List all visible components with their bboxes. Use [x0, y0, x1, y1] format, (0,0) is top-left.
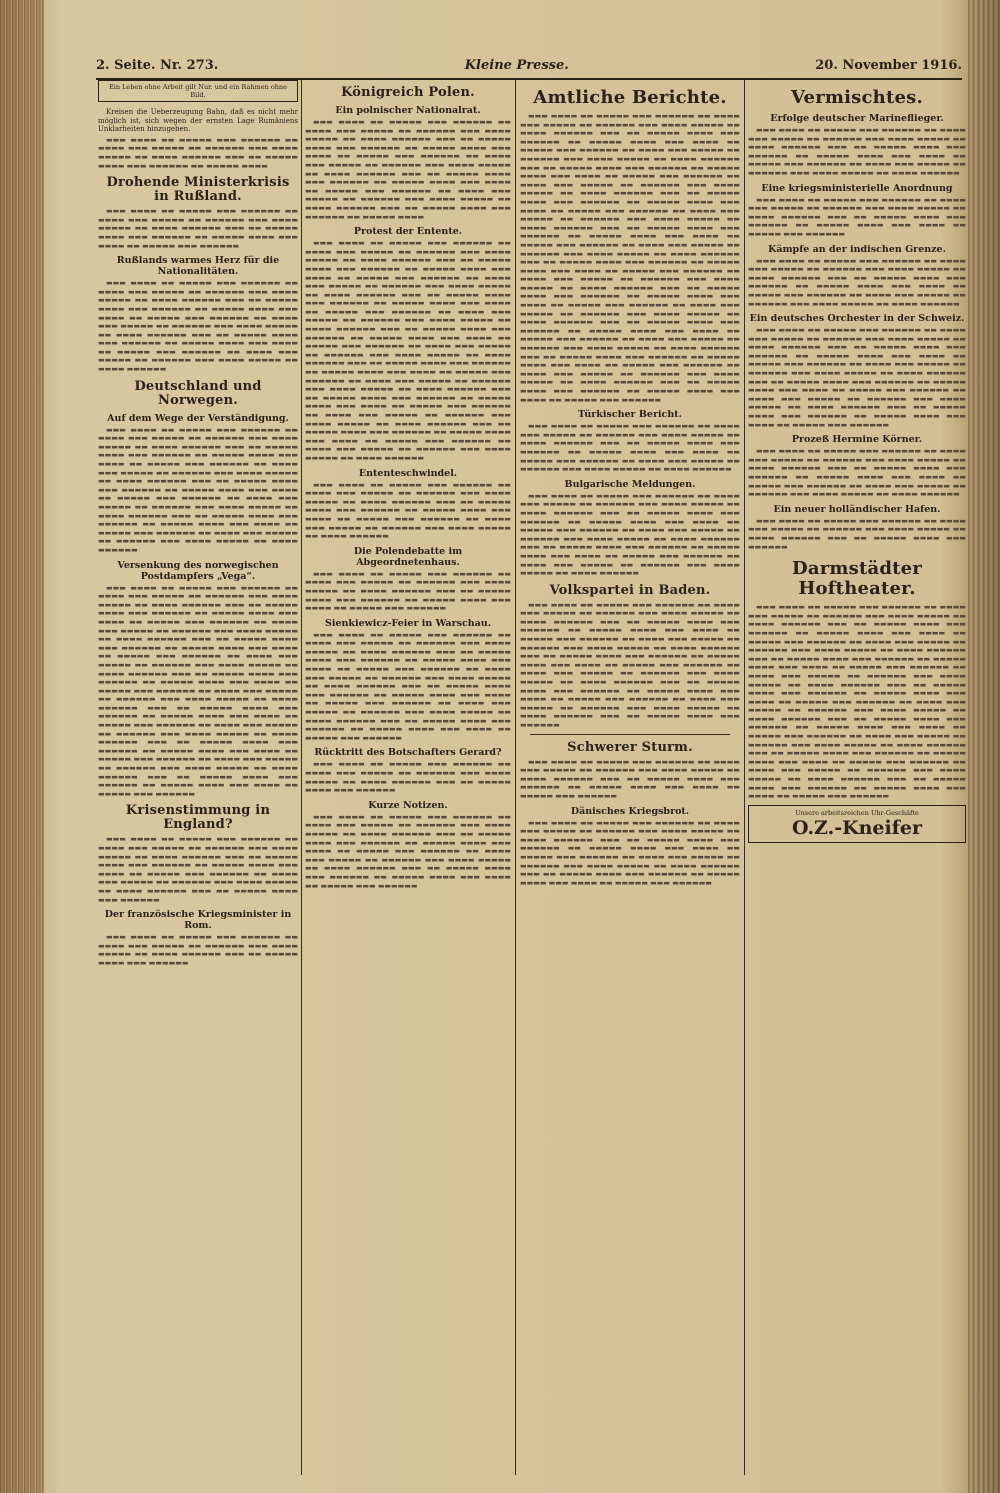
- headline: Vermischtes.: [791, 87, 923, 108]
- column-2: [305, 80, 511, 1480]
- article-text: ▬▬▬ ▬▬▬▬ ▬▬ ▬▬▬▬▬ ▬▬▬ ▬▬▬▬▬▬ ▬▬ ▬▬▬▬ ▬▬▬ ▬▬▬▬▬ ▬▬ ▬▬▬▬▬▬ ▬▬▬ ▬▬▬▬ ▬▬▬▬▬ ▬▬ ▬▬▬▬ ▬▬▬▬▬▬ ▬▬▬ ▬▬ ▬▬▬▬▬ ▬▬▬▬ ▬▬▬ ▬▬▬▬▬▬ ▬▬ ▬▬▬▬▬ ▬▬▬▬ ▬▬▬ ▬▬▬▬ ▬▬ ▬▬▬▬▬ ▬▬▬ ▬▬▬▬▬▬ ▬▬ ▬▬▬▬ ▬▬▬ ▬▬▬▬▬ ▬▬ ▬▬▬▬▬▬ ▬▬▬ ▬▬▬▬ ▬▬▬▬▬ ▬▬ ▬▬▬▬ ▬▬▬▬▬▬ ▬▬▬ ▬▬ ▬▬▬▬▬ ▬▬▬▬ ▬▬▬ ▬▬▬▬▬▬ ▬▬ ▬▬▬▬▬ ▬▬▬▬ ▬▬▬ ▬▬▬▬ ▬▬ ▬▬▬▬▬ ▬▬▬ ▬▬▬▬▬▬ ▬▬ ▬▬▬▬ ▬▬▬ ▬▬▬▬▬ ▬▬ ▬▬▬▬▬▬ ▬▬▬ ▬▬▬▬ ▬▬▬▬▬ ▬▬ ▬▬▬▬ ▬▬▬▬▬▬ ▬▬▬ ▬▬ ▬▬▬▬▬ ▬▬▬▬ ▬▬▬ ▬▬▬▬▬▬ ▬▬ ▬▬▬▬▬ ▬▬▬▬ ▬▬▬ ▬▬▬▬ ▬▬ ▬▬▬▬▬ ▬▬▬ ▬▬▬▬▬▬ ▬▬ ▬▬▬▬ ▬▬▬ ▬▬▬▬▬ ▬▬ ▬▬▬▬▬▬ ▬▬▬ ▬▬▬▬ ▬▬▬▬▬ ▬▬ ▬▬▬▬ ▬▬▬▬▬▬ ▬▬▬ ▬▬ ▬▬▬▬▬ ▬▬▬▬ ▬▬▬ ▬▬▬▬▬▬ ▬▬ ▬▬▬▬▬ ▬▬▬▬ ▬▬▬ ▬▬▬▬ ▬▬ ▬▬▬▬▬ ▬▬▬ ▬▬▬▬▬▬ ▬▬ ▬▬▬▬ ▬▬▬ ▬▬▬▬▬ ▬▬ ▬▬▬▬▬▬ ▬▬▬ ▬▬▬▬ ▬▬▬▬▬ ▬▬ ▬▬▬▬ ▬▬▬▬▬▬ ▬▬▬ ▬▬ ▬▬▬▬▬ ▬▬▬▬ ▬▬▬ ▬▬▬▬▬▬ ▬▬ ▬▬▬▬▬ ▬▬▬▬ ▬▬▬ ▬▬▬▬ ▬▬ ▬▬▬▬▬ ▬▬▬ ▬▬▬▬▬▬ ▬▬ ▬▬▬▬ ▬▬▬ ▬▬▬▬▬ ▬▬ ▬▬▬▬▬▬ ▬▬▬ ▬▬▬▬ ▬▬▬▬▬ ▬▬ ▬▬▬▬ ▬▬▬▬▬▬ ▬▬▬ ▬▬ ▬▬▬▬▬ ▬▬▬▬ ▬▬▬ ▬▬▬▬▬▬ ▬▬ ▬▬▬▬▬ ▬▬▬▬ ▬▬▬ ▬▬▬▬ ▬▬ ▬▬▬▬▬ ▬▬▬ ▬▬▬▬▬▬: [748, 603, 966, 801]
- headline: Versenkung des norwegischen Postdampfers „Vega“.: [117, 559, 279, 582]
- headline: Der französische Kriegsminister in Rom.: [104, 909, 292, 932]
- column-3: [520, 80, 740, 1480]
- advertisement: [748, 805, 966, 843]
- article-text: ▬▬▬ ▬▬▬▬ ▬▬ ▬▬▬▬▬ ▬▬▬ ▬▬▬▬▬▬ ▬▬ ▬▬▬▬ ▬▬▬ ▬▬▬▬▬ ▬▬ ▬▬▬▬▬▬ ▬▬▬ ▬▬▬▬ ▬▬▬▬▬ ▬▬ ▬▬▬▬ ▬▬▬▬▬▬ ▬▬▬ ▬▬ ▬▬▬▬▬ ▬▬▬▬ ▬▬▬ ▬▬▬▬▬▬ ▬▬ ▬▬▬▬▬ ▬▬▬▬ ▬▬▬ ▬▬▬▬ ▬▬ ▬▬▬▬▬ ▬▬▬ ▬▬▬▬▬▬: [748, 195, 966, 238]
- article-text: ▬▬▬ ▬▬▬▬ ▬▬ ▬▬▬▬▬ ▬▬▬ ▬▬▬▬▬▬ ▬▬ ▬▬▬▬ ▬▬▬ ▬▬▬▬▬ ▬▬ ▬▬▬▬▬▬ ▬▬▬ ▬▬▬▬ ▬▬▬▬▬ ▬▬ ▬▬▬▬ ▬▬▬▬▬▬ ▬▬▬ ▬▬ ▬▬▬▬▬ ▬▬▬▬ ▬▬▬ ▬▬▬▬▬▬ ▬▬ ▬▬▬▬▬ ▬▬▬▬ ▬▬▬ ▬▬▬▬ ▬▬ ▬▬▬▬▬ ▬▬▬ ▬▬▬▬▬▬ ▬▬ ▬▬▬▬ ▬▬▬ ▬▬▬▬▬ ▬▬ ▬▬▬▬▬▬ ▬▬▬ ▬▬▬▬ ▬▬▬▬▬ ▬▬ ▬▬▬▬ ▬▬▬▬▬▬: [520, 422, 740, 474]
- article-text: ▬▬▬ ▬▬▬▬ ▬▬ ▬▬▬▬▬ ▬▬▬ ▬▬▬▬▬▬ ▬▬ ▬▬▬▬ ▬▬▬ ▬▬▬▬▬ ▬▬ ▬▬▬▬▬▬ ▬▬▬ ▬▬▬▬ ▬▬▬▬▬ ▬▬ ▬▬▬▬ ▬▬▬▬▬▬ ▬▬▬ ▬▬ ▬▬▬▬▬ ▬▬▬▬ ▬▬▬ ▬▬▬▬▬▬ ▬▬ ▬▬▬▬▬ ▬▬▬▬ ▬▬▬ ▬▬▬▬ ▬▬ ▬▬▬▬▬ ▬▬▬ ▬▬▬▬▬▬ ▬▬ ▬▬▬▬ ▬▬▬ ▬▬▬▬▬ ▬▬ ▬▬▬▬▬▬ ▬▬▬ ▬▬▬▬ ▬▬▬▬▬ ▬▬ ▬▬▬▬ ▬▬▬▬▬▬ ▬▬▬ ▬▬ ▬▬▬▬▬ ▬▬▬▬ ▬▬▬ ▬▬▬▬▬▬ ▬▬ ▬▬▬▬▬ ▬▬▬▬ ▬▬▬ ▬▬▬▬ ▬▬ ▬▬▬▬▬ ▬▬▬ ▬▬▬▬▬▬ ▬▬ ▬▬▬▬ ▬▬▬ ▬▬▬▬▬ ▬▬ ▬▬▬▬▬▬ ▬▬▬ ▬▬▬▬ ▬▬▬▬▬ ▬▬ ▬▬▬▬ ▬▬▬▬▬▬: [520, 491, 740, 578]
- article-text: ▬▬▬ ▬▬▬▬ ▬▬ ▬▬▬▬▬ ▬▬▬ ▬▬▬▬▬▬ ▬▬ ▬▬▬▬ ▬▬▬ ▬▬▬▬▬ ▬▬ ▬▬▬▬▬▬ ▬▬▬ ▬▬▬▬ ▬▬▬▬▬ ▬▬ ▬▬▬▬ ▬▬▬▬▬▬ ▬▬▬ ▬▬ ▬▬▬▬▬ ▬▬▬▬ ▬▬▬ ▬▬▬▬▬▬ ▬▬ ▬▬▬▬▬ ▬▬▬▬ ▬▬▬ ▬▬▬▬ ▬▬ ▬▬▬▬▬ ▬▬▬ ▬▬▬▬▬▬ ▬▬ ▬▬▬▬ ▬▬▬ ▬▬▬▬▬ ▬▬ ▬▬▬▬▬▬ ▬▬▬ ▬▬▬▬ ▬▬▬▬▬ ▬▬ ▬▬▬▬ ▬▬▬▬▬▬ ▬▬▬ ▬▬ ▬▬▬▬▬ ▬▬▬▬ ▬▬▬ ▬▬▬▬▬▬ ▬▬ ▬▬▬▬▬ ▬▬▬▬ ▬▬▬ ▬▬▬▬ ▬▬ ▬▬▬▬▬ ▬▬▬ ▬▬▬▬▬▬ ▬▬ ▬▬▬▬ ▬▬▬ ▬▬▬▬▬ ▬▬ ▬▬▬▬▬▬ ▬▬▬ ▬▬▬▬ ▬▬▬▬▬ ▬▬ ▬▬▬▬ ▬▬▬▬▬▬ ▬▬▬ ▬▬ ▬▬▬▬▬ ▬▬▬▬ ▬▬▬ ▬▬▬▬▬▬ ▬▬ ▬▬▬▬▬ ▬▬▬▬ ▬▬▬ ▬▬▬▬ ▬▬ ▬▬▬▬▬ ▬▬▬ ▬▬▬▬▬▬ ▬▬ ▬▬▬▬ ▬▬▬ ▬▬▬▬▬ ▬▬ ▬▬▬▬▬▬ ▬▬▬ ▬▬▬▬ ▬▬▬▬▬ ▬▬ ▬▬▬▬ ▬▬▬▬▬▬ ▬▬▬ ▬▬ ▬▬▬▬▬ ▬▬▬▬ ▬▬▬ ▬▬▬▬▬▬: [520, 600, 740, 729]
- article-text: ▬▬▬ ▬▬▬▬ ▬▬ ▬▬▬▬▬ ▬▬▬ ▬▬▬▬▬▬ ▬▬ ▬▬▬▬ ▬▬▬ ▬▬▬▬▬ ▬▬ ▬▬▬▬▬▬ ▬▬▬ ▬▬▬▬ ▬▬▬▬▬ ▬▬ ▬▬▬▬ ▬▬▬▬▬▬ ▬▬▬ ▬▬ ▬▬▬▬▬ ▬▬▬▬ ▬▬▬ ▬▬▬▬▬▬: [748, 516, 966, 551]
- ad-title: O.Z.-Kneifer: [792, 816, 922, 839]
- headline: Darmstädter Hoftheater.: [792, 558, 922, 600]
- article-text: ▬▬▬ ▬▬▬▬ ▬▬ ▬▬▬▬▬ ▬▬▬ ▬▬▬▬▬▬ ▬▬ ▬▬▬▬ ▬▬▬ ▬▬▬▬▬ ▬▬ ▬▬▬▬▬▬ ▬▬▬ ▬▬▬▬ ▬▬▬▬▬ ▬▬ ▬▬▬▬ ▬▬▬▬▬▬ ▬▬▬ ▬▬ ▬▬▬▬▬ ▬▬▬▬ ▬▬▬ ▬▬▬▬▬▬ ▬▬ ▬▬▬▬▬ ▬▬▬▬ ▬▬▬ ▬▬▬▬ ▬▬ ▬▬▬▬▬ ▬▬▬ ▬▬▬▬▬▬ ▬▬ ▬▬▬▬ ▬▬▬ ▬▬▬▬▬ ▬▬ ▬▬▬▬▬▬ ▬▬▬ ▬▬▬▬ ▬▬▬▬▬ ▬▬ ▬▬▬▬ ▬▬▬▬▬▬: [305, 480, 511, 541]
- article-text: ▬▬▬ ▬▬▬▬ ▬▬ ▬▬▬▬▬ ▬▬▬ ▬▬▬▬▬▬ ▬▬ ▬▬▬▬ ▬▬▬ ▬▬▬▬▬ ▬▬ ▬▬▬▬▬▬ ▬▬▬ ▬▬▬▬ ▬▬▬▬▬ ▬▬ ▬▬▬▬ ▬▬▬▬▬▬ ▬▬▬ ▬▬ ▬▬▬▬▬ ▬▬▬▬ ▬▬▬ ▬▬▬▬▬▬ ▬▬ ▬▬▬▬▬ ▬▬▬▬ ▬▬▬ ▬▬▬▬ ▬▬ ▬▬▬▬▬ ▬▬▬ ▬▬▬▬▬▬ ▬▬ ▬▬▬▬ ▬▬▬ ▬▬▬▬▬ ▬▬ ▬▬▬▬▬▬ ▬▬▬ ▬▬▬▬ ▬▬▬▬▬ ▬▬ ▬▬▬▬ ▬▬▬▬▬▬: [748, 447, 966, 499]
- article-text: ▬▬▬ ▬▬▬▬ ▬▬ ▬▬▬▬▬ ▬▬▬ ▬▬▬▬▬▬ ▬▬ ▬▬▬▬ ▬▬▬ ▬▬▬▬▬ ▬▬ ▬▬▬▬▬▬ ▬▬▬ ▬▬▬▬ ▬▬▬▬▬ ▬▬ ▬▬▬▬ ▬▬▬▬▬▬ ▬▬▬ ▬▬ ▬▬▬▬▬ ▬▬▬▬ ▬▬▬ ▬▬▬▬▬▬ ▬▬ ▬▬▬▬▬ ▬▬▬▬ ▬▬▬ ▬▬▬▬ ▬▬ ▬▬▬▬▬ ▬▬▬ ▬▬▬▬▬▬ ▬▬ ▬▬▬▬ ▬▬▬ ▬▬▬▬▬ ▬▬ ▬▬▬▬▬▬ ▬▬▬ ▬▬▬▬ ▬▬▬▬▬ ▬▬ ▬▬▬▬ ▬▬▬▬▬▬ ▬▬▬ ▬▬ ▬▬▬▬▬ ▬▬▬▬ ▬▬▬ ▬▬▬▬▬▬ ▬▬ ▬▬▬▬▬ ▬▬▬▬ ▬▬▬ ▬▬▬▬ ▬▬ ▬▬▬▬▬ ▬▬▬ ▬▬▬▬▬▬ ▬▬ ▬▬▬▬ ▬▬▬ ▬▬▬▬▬ ▬▬ ▬▬▬▬▬▬ ▬▬▬ ▬▬▬▬ ▬▬▬▬▬ ▬▬ ▬▬▬▬ ▬▬▬▬▬▬ ▬▬▬ ▬▬ ▬▬▬▬▬ ▬▬▬▬ ▬▬▬ ▬▬▬▬▬▬ ▬▬ ▬▬▬▬▬ ▬▬▬▬: [305, 118, 511, 221]
- headline: Ein deutsches Orchester in der Schweiz.: [749, 313, 965, 325]
- lead-paragraph: Kreisen die Ueberzeugung Bahn, daß es nicht mehr möglich ist, sich wegen der ernsten Lage Rumäniens Unklarheiten hinzugeben.: [98, 108, 298, 134]
- article-text: ▬▬▬ ▬▬▬▬ ▬▬ ▬▬▬▬▬ ▬▬▬ ▬▬▬▬▬▬ ▬▬ ▬▬▬▬ ▬▬▬ ▬▬▬▬▬ ▬▬ ▬▬▬▬▬▬ ▬▬▬ ▬▬▬▬ ▬▬▬▬▬ ▬▬ ▬▬▬▬ ▬▬▬▬▬▬ ▬▬▬ ▬▬ ▬▬▬▬▬ ▬▬▬▬ ▬▬▬ ▬▬▬▬▬▬ ▬▬ ▬▬▬▬▬ ▬▬▬▬ ▬▬▬ ▬▬▬▬ ▬▬ ▬▬▬▬▬ ▬▬▬ ▬▬▬▬▬▬ ▬▬ ▬▬▬▬ ▬▬▬ ▬▬▬▬▬ ▬▬ ▬▬▬▬▬▬ ▬▬▬ ▬▬▬▬ ▬▬▬▬▬ ▬▬ ▬▬▬▬ ▬▬▬▬▬▬ ▬▬▬ ▬▬ ▬▬▬▬▬ ▬▬▬▬ ▬▬▬ ▬▬▬▬▬▬ ▬▬ ▬▬▬▬▬ ▬▬▬▬ ▬▬▬ ▬▬▬▬ ▬▬ ▬▬▬▬▬ ▬▬▬ ▬▬▬▬▬▬ ▬▬ ▬▬▬▬ ▬▬▬ ▬▬▬▬▬ ▬▬ ▬▬▬▬▬▬ ▬▬▬ ▬▬▬▬ ▬▬▬▬▬ ▬▬ ▬▬▬▬ ▬▬▬▬▬▬ ▬▬▬ ▬▬ ▬▬▬▬▬ ▬▬▬▬ ▬▬▬ ▬▬▬▬▬▬ ▬▬ ▬▬▬▬▬ ▬▬▬▬ ▬▬▬ ▬▬▬▬ ▬▬ ▬▬▬▬▬ ▬▬▬ ▬▬▬▬▬▬: [748, 326, 966, 429]
- headline: Kämpfe an der indischen Grenze.: [768, 243, 946, 255]
- page-number: 2. Seite. Nr. 273.: [96, 57, 219, 73]
- article-text: ▬▬▬ ▬▬▬▬ ▬▬ ▬▬▬▬▬ ▬▬▬ ▬▬▬▬▬▬ ▬▬ ▬▬▬▬ ▬▬▬ ▬▬▬▬▬ ▬▬ ▬▬▬▬▬▬ ▬▬▬ ▬▬▬▬ ▬▬▬▬▬ ▬▬ ▬▬▬▬ ▬▬▬▬▬▬ ▬▬▬ ▬▬ ▬▬▬▬▬ ▬▬▬▬ ▬▬▬ ▬▬▬▬▬▬ ▬▬ ▬▬▬▬▬ ▬▬▬▬ ▬▬▬ ▬▬▬▬ ▬▬ ▬▬▬▬▬ ▬▬▬ ▬▬▬▬▬▬ ▬▬ ▬▬▬▬ ▬▬▬ ▬▬▬▬▬ ▬▬ ▬▬▬▬▬▬ ▬▬▬ ▬▬▬▬ ▬▬▬▬▬ ▬▬ ▬▬▬▬ ▬▬▬▬▬▬ ▬▬▬ ▬▬ ▬▬▬▬▬ ▬▬▬▬ ▬▬▬ ▬▬▬▬▬▬: [98, 835, 298, 904]
- article-text: ▬▬▬ ▬▬▬▬ ▬▬ ▬▬▬▬▬ ▬▬▬ ▬▬▬▬▬▬ ▬▬ ▬▬▬▬ ▬▬▬ ▬▬▬▬▬ ▬▬ ▬▬▬▬▬▬ ▬▬▬ ▬▬▬▬ ▬▬▬▬▬ ▬▬ ▬▬▬▬ ▬▬▬▬▬▬ ▬▬▬ ▬▬ ▬▬▬▬▬ ▬▬▬▬ ▬▬▬ ▬▬▬▬▬▬: [305, 760, 511, 795]
- subheadline: Auf dem Wege der Verständigung.: [107, 412, 289, 424]
- headline: Dänisches Kriegsbrot.: [570, 805, 690, 817]
- article-text: ▬▬▬ ▬▬▬▬ ▬▬ ▬▬▬▬▬ ▬▬▬ ▬▬▬▬▬▬ ▬▬ ▬▬▬▬ ▬▬▬ ▬▬▬▬▬ ▬▬ ▬▬▬▬▬▬ ▬▬▬ ▬▬▬▬ ▬▬▬▬▬ ▬▬ ▬▬▬▬ ▬▬▬▬▬▬ ▬▬▬ ▬▬ ▬▬▬▬▬ ▬▬▬▬ ▬▬▬ ▬▬▬▬▬▬ ▬▬ ▬▬▬▬▬ ▬▬▬▬: [98, 135, 298, 170]
- column-rule: [515, 80, 516, 1475]
- divider: [530, 734, 730, 735]
- article-text: ▬▬▬ ▬▬▬▬ ▬▬ ▬▬▬▬▬ ▬▬▬ ▬▬▬▬▬▬ ▬▬ ▬▬▬▬ ▬▬▬ ▬▬▬▬▬ ▬▬ ▬▬▬▬▬▬ ▬▬▬ ▬▬▬▬ ▬▬▬▬▬ ▬▬ ▬▬▬▬ ▬▬▬▬▬▬ ▬▬▬ ▬▬ ▬▬▬▬▬ ▬▬▬▬ ▬▬▬ ▬▬▬▬▬▬ ▬▬ ▬▬▬▬▬ ▬▬▬▬ ▬▬▬ ▬▬▬▬ ▬▬ ▬▬▬▬▬ ▬▬▬ ▬▬▬▬▬▬ ▬▬ ▬▬▬▬ ▬▬▬ ▬▬▬▬▬ ▬▬ ▬▬▬▬▬▬ ▬▬▬ ▬▬▬▬ ▬▬▬▬▬ ▬▬ ▬▬▬▬ ▬▬▬▬▬▬ ▬▬▬ ▬▬ ▬▬▬▬▬ ▬▬▬▬ ▬▬▬ ▬▬▬▬▬▬ ▬▬ ▬▬▬▬▬ ▬▬▬▬ ▬▬▬ ▬▬▬▬ ▬▬ ▬▬▬▬▬ ▬▬▬ ▬▬▬▬▬▬ ▬▬ ▬▬▬▬ ▬▬▬ ▬▬▬▬▬ ▬▬ ▬▬▬▬▬▬ ▬▬▬ ▬▬▬▬ ▬▬▬▬▬ ▬▬ ▬▬▬▬ ▬▬▬▬▬▬ ▬▬▬ ▬▬ ▬▬▬▬▬ ▬▬▬▬ ▬▬▬ ▬▬▬▬▬▬ ▬▬ ▬▬▬▬▬ ▬▬▬▬ ▬▬▬ ▬▬▬▬ ▬▬ ▬▬▬▬▬ ▬▬▬ ▬▬▬▬▬▬: [305, 630, 511, 742]
- subheadline: Erfolge deutscher Marineflieger.: [770, 113, 944, 124]
- headline: Sienkiewicz-Feier in Warschau.: [324, 617, 492, 629]
- headline: Protest der Entente.: [353, 226, 463, 238]
- column-4: [748, 80, 966, 1480]
- article-text: ▬▬▬ ▬▬▬▬ ▬▬ ▬▬▬▬▬ ▬▬▬ ▬▬▬▬▬▬ ▬▬ ▬▬▬▬ ▬▬▬ ▬▬▬▬▬ ▬▬ ▬▬▬▬▬▬ ▬▬▬ ▬▬▬▬ ▬▬▬▬▬ ▬▬ ▬▬▬▬ ▬▬▬▬▬▬ ▬▬▬ ▬▬ ▬▬▬▬▬ ▬▬▬▬ ▬▬▬ ▬▬▬▬▬▬: [98, 933, 298, 967]
- issue-date: 20. November 1916.: [815, 57, 962, 73]
- article-text: ▬▬▬ ▬▬▬▬ ▬▬ ▬▬▬▬▬ ▬▬▬ ▬▬▬▬▬▬ ▬▬ ▬▬▬▬ ▬▬▬ ▬▬▬▬▬ ▬▬ ▬▬▬▬▬▬ ▬▬▬ ▬▬▬▬ ▬▬▬▬▬ ▬▬ ▬▬▬▬ ▬▬▬▬▬▬ ▬▬▬ ▬▬ ▬▬▬▬▬ ▬▬▬▬ ▬▬▬ ▬▬▬▬▬▬ ▬▬ ▬▬▬▬▬ ▬▬▬▬ ▬▬▬ ▬▬▬▬ ▬▬ ▬▬▬▬▬ ▬▬▬ ▬▬▬▬▬▬: [305, 569, 511, 613]
- headline: Deutschland und Norwegen.: [134, 378, 262, 408]
- headline: Amtliche Berichte.: [533, 87, 727, 108]
- headline: Krisenstimmung in England?: [125, 803, 271, 833]
- headline: Rücktritt des Botschafters Gerard?: [314, 747, 502, 759]
- book-binding: [0, 0, 44, 1493]
- headline: Königreich Polen.: [341, 85, 475, 100]
- headline: Die Polendebatte im Abgeordnetenhaus.: [353, 545, 463, 568]
- article-text: ▬▬▬ ▬▬▬▬ ▬▬ ▬▬▬▬▬ ▬▬▬ ▬▬▬▬▬▬ ▬▬ ▬▬▬▬ ▬▬▬ ▬▬▬▬▬ ▬▬ ▬▬▬▬▬▬ ▬▬▬ ▬▬▬▬ ▬▬▬▬▬ ▬▬ ▬▬▬▬ ▬▬▬▬▬▬ ▬▬▬ ▬▬ ▬▬▬▬▬ ▬▬▬▬ ▬▬▬ ▬▬▬▬▬▬ ▬▬ ▬▬▬▬▬ ▬▬▬▬ ▬▬▬ ▬▬▬▬ ▬▬ ▬▬▬▬▬ ▬▬▬ ▬▬▬▬▬▬ ▬▬ ▬▬▬▬ ▬▬▬ ▬▬▬▬▬ ▬▬ ▬▬▬▬▬▬ ▬▬▬ ▬▬▬▬ ▬▬▬▬▬ ▬▬ ▬▬▬▬ ▬▬▬▬▬▬ ▬▬▬ ▬▬ ▬▬▬▬▬ ▬▬▬▬ ▬▬▬ ▬▬▬▬▬▬ ▬▬ ▬▬▬▬▬ ▬▬▬▬ ▬▬▬ ▬▬▬▬ ▬▬ ▬▬▬▬▬ ▬▬▬ ▬▬▬▬▬▬ ▬▬ ▬▬▬▬ ▬▬▬ ▬▬▬▬▬ ▬▬ ▬▬▬▬▬▬ ▬▬▬ ▬▬▬▬ ▬▬▬▬▬ ▬▬ ▬▬▬▬ ▬▬▬▬▬▬ ▬▬▬ ▬▬ ▬▬▬▬▬ ▬▬▬▬ ▬▬▬ ▬▬▬▬▬▬ ▬▬ ▬▬▬▬▬ ▬▬▬▬ ▬▬▬ ▬▬▬▬ ▬▬ ▬▬▬▬▬ ▬▬▬ ▬▬▬▬▬▬ ▬▬ ▬▬▬▬ ▬▬▬ ▬▬▬▬▬ ▬▬ ▬▬▬▬▬▬ ▬▬▬ ▬▬▬▬ ▬▬▬▬▬ ▬▬ ▬▬▬▬ ▬▬▬▬▬▬ ▬▬▬ ▬▬ ▬▬▬▬▬ ▬▬▬▬ ▬▬▬ ▬▬▬▬▬▬ ▬▬ ▬▬▬▬▬ ▬▬▬▬ ▬▬▬ ▬▬▬▬ ▬▬ ▬▬▬▬▬ ▬▬▬ ▬▬▬▬▬▬ ▬▬ ▬▬▬▬ ▬▬▬ ▬▬▬▬▬ ▬▬ ▬▬▬▬▬▬ ▬▬▬ ▬▬▬▬ ▬▬▬▬▬ ▬▬ ▬▬▬▬ ▬▬▬▬▬▬ ▬▬▬ ▬▬ ▬▬▬▬▬ ▬▬▬▬ ▬▬▬ ▬▬▬▬▬▬ ▬▬ ▬▬▬▬▬ ▬▬▬▬ ▬▬▬ ▬▬▬▬ ▬▬ ▬▬▬▬▬ ▬▬▬ ▬▬▬▬▬▬ ▬▬ ▬▬▬▬ ▬▬▬ ▬▬▬▬▬ ▬▬ ▬▬▬▬▬▬ ▬▬▬ ▬▬▬▬ ▬▬▬▬▬ ▬▬ ▬▬▬▬ ▬▬▬▬▬▬ ▬▬▬ ▬▬ ▬▬▬▬▬ ▬▬▬▬ ▬▬▬ ▬▬▬▬▬▬ ▬▬ ▬▬▬▬▬ ▬▬▬▬ ▬▬▬ ▬▬▬▬ ▬▬ ▬▬▬▬▬ ▬▬▬ ▬▬▬▬▬▬ ▬▬ ▬▬▬▬ ▬▬▬ ▬▬▬▬▬ ▬▬ ▬▬▬▬▬▬ ▬▬▬ ▬▬▬▬ ▬▬▬▬▬ ▬▬ ▬▬▬▬ ▬▬▬▬▬▬ ▬▬▬ ▬▬ ▬▬▬▬▬ ▬▬▬▬ ▬▬▬ ▬▬▬▬▬▬ ▬▬ ▬▬▬▬▬ ▬▬▬▬ ▬▬▬ ▬▬▬▬ ▬▬ ▬▬▬▬▬ ▬▬▬ ▬▬▬▬▬▬ ▬▬ ▬▬▬▬ ▬▬▬ ▬▬▬▬▬ ▬▬ ▬▬▬▬▬▬ ▬▬▬ ▬▬▬▬ ▬▬▬▬▬ ▬▬ ▬▬▬▬ ▬▬▬▬▬▬ ▬▬▬ ▬▬ ▬▬▬▬▬ ▬▬▬▬ ▬▬▬ ▬▬▬▬▬▬ ▬▬ ▬▬▬▬▬ ▬▬▬▬ ▬▬▬ ▬▬▬▬ ▬▬ ▬▬▬▬▬ ▬▬▬ ▬▬▬▬▬▬ ▬▬ ▬▬▬▬ ▬▬▬ ▬▬▬▬▬ ▬▬ ▬▬▬▬▬▬ ▬▬▬ ▬▬▬▬ ▬▬▬▬▬ ▬▬ ▬▬▬▬ ▬▬▬▬▬▬ ▬▬▬ ▬▬ ▬▬▬▬▬ ▬▬▬▬ ▬▬▬ ▬▬▬▬▬▬ ▬▬ ▬▬▬▬▬ ▬▬▬▬ ▬▬▬ ▬▬▬▬ ▬▬ ▬▬▬▬▬ ▬▬▬ ▬▬▬▬▬▬: [520, 112, 740, 404]
- subheadline: Ein polnischer Nationalrat.: [335, 105, 481, 116]
- masthead: [96, 54, 962, 80]
- headline: Schwerer Sturm.: [567, 739, 693, 755]
- page-edge: [968, 0, 1000, 1493]
- newspaper-title: Kleine Presse.: [464, 57, 569, 73]
- article-text: ▬▬▬ ▬▬▬▬ ▬▬ ▬▬▬▬▬ ▬▬▬ ▬▬▬▬▬▬ ▬▬ ▬▬▬▬ ▬▬▬ ▬▬▬▬▬ ▬▬ ▬▬▬▬▬▬ ▬▬▬ ▬▬▬▬ ▬▬▬▬▬ ▬▬ ▬▬▬▬ ▬▬▬▬▬▬ ▬▬▬ ▬▬ ▬▬▬▬▬ ▬▬▬▬ ▬▬▬ ▬▬▬▬▬▬ ▬▬ ▬▬▬▬▬ ▬▬▬▬ ▬▬▬ ▬▬▬▬ ▬▬ ▬▬▬▬▬ ▬▬▬ ▬▬▬▬▬▬ ▬▬ ▬▬▬▬ ▬▬▬ ▬▬▬▬▬ ▬▬ ▬▬▬▬▬▬ ▬▬▬ ▬▬▬▬ ▬▬▬▬▬ ▬▬ ▬▬▬▬ ▬▬▬▬▬▬ ▬▬▬ ▬▬ ▬▬▬▬▬ ▬▬▬▬ ▬▬▬ ▬▬▬▬▬▬ ▬▬ ▬▬▬▬▬ ▬▬▬▬ ▬▬▬ ▬▬▬▬ ▬▬ ▬▬▬▬▬ ▬▬▬ ▬▬▬▬▬▬: [305, 812, 511, 890]
- column-rule: [301, 80, 302, 1475]
- headline: Ein neuer holländischer Hafen.: [773, 503, 941, 515]
- article-text: ▬▬▬ ▬▬▬▬ ▬▬ ▬▬▬▬▬ ▬▬▬ ▬▬▬▬▬▬ ▬▬ ▬▬▬▬ ▬▬▬ ▬▬▬▬▬ ▬▬ ▬▬▬▬▬▬ ▬▬▬ ▬▬▬▬ ▬▬▬▬▬ ▬▬ ▬▬▬▬ ▬▬▬▬▬▬ ▬▬▬ ▬▬ ▬▬▬▬▬ ▬▬▬▬ ▬▬▬ ▬▬▬▬▬▬ ▬▬ ▬▬▬▬▬ ▬▬▬▬ ▬▬▬ ▬▬▬▬ ▬▬ ▬▬▬▬▬ ▬▬▬ ▬▬▬▬▬▬ ▬▬ ▬▬▬▬ ▬▬▬ ▬▬▬▬▬ ▬▬ ▬▬▬▬▬▬ ▬▬▬ ▬▬▬▬ ▬▬▬▬▬ ▬▬ ▬▬▬▬ ▬▬▬▬▬▬ ▬▬▬ ▬▬ ▬▬▬▬▬ ▬▬▬▬ ▬▬▬ ▬▬▬▬▬▬ ▬▬ ▬▬▬▬▬ ▬▬▬▬ ▬▬▬ ▬▬▬▬ ▬▬ ▬▬▬▬▬ ▬▬▬ ▬▬▬▬▬▬ ▬▬ ▬▬▬▬ ▬▬▬ ▬▬▬▬▬ ▬▬ ▬▬▬▬▬▬ ▬▬▬ ▬▬▬▬ ▬▬▬▬▬ ▬▬ ▬▬▬▬ ▬▬▬▬▬▬ ▬▬▬ ▬▬ ▬▬▬▬▬ ▬▬▬▬ ▬▬▬ ▬▬▬▬▬▬ ▬▬ ▬▬▬▬▬ ▬▬▬▬ ▬▬▬ ▬▬▬▬ ▬▬ ▬▬▬▬▬ ▬▬▬ ▬▬▬▬▬▬ ▬▬ ▬▬▬▬ ▬▬▬ ▬▬▬▬▬ ▬▬ ▬▬▬▬▬▬ ▬▬▬ ▬▬▬▬ ▬▬▬▬▬ ▬▬ ▬▬▬▬ ▬▬▬▬▬▬: [98, 425, 298, 554]
- headline: Drohende Ministerkrisis in Rußland.: [106, 175, 290, 205]
- headline: Kurze Notizen.: [368, 799, 448, 811]
- article-text: ▬▬▬ ▬▬▬▬ ▬▬ ▬▬▬▬▬ ▬▬▬ ▬▬▬▬▬▬ ▬▬ ▬▬▬▬ ▬▬▬ ▬▬▬▬▬ ▬▬ ▬▬▬▬▬▬ ▬▬▬ ▬▬▬▬ ▬▬▬▬▬ ▬▬ ▬▬▬▬ ▬▬▬▬▬▬ ▬▬▬ ▬▬ ▬▬▬▬▬ ▬▬▬▬ ▬▬▬ ▬▬▬▬▬▬ ▬▬ ▬▬▬▬▬ ▬▬▬▬ ▬▬▬ ▬▬▬▬ ▬▬ ▬▬▬▬▬ ▬▬▬ ▬▬▬▬▬▬: [520, 757, 740, 800]
- column-1: [98, 80, 298, 1480]
- article-text: ▬▬▬ ▬▬▬▬ ▬▬ ▬▬▬▬▬ ▬▬▬ ▬▬▬▬▬▬ ▬▬ ▬▬▬▬ ▬▬▬ ▬▬▬▬▬ ▬▬ ▬▬▬▬▬▬ ▬▬▬ ▬▬▬▬ ▬▬▬▬▬ ▬▬ ▬▬▬▬ ▬▬▬▬▬▬ ▬▬▬ ▬▬ ▬▬▬▬▬ ▬▬▬▬ ▬▬▬ ▬▬▬▬▬▬ ▬▬ ▬▬▬▬▬ ▬▬▬▬ ▬▬▬ ▬▬▬▬ ▬▬ ▬▬▬▬▬ ▬▬▬ ▬▬▬▬▬▬: [98, 207, 298, 250]
- article-text: ▬▬▬ ▬▬▬▬ ▬▬ ▬▬▬▬▬ ▬▬▬ ▬▬▬▬▬▬ ▬▬ ▬▬▬▬ ▬▬▬ ▬▬▬▬▬ ▬▬ ▬▬▬▬▬▬ ▬▬▬ ▬▬▬▬ ▬▬▬▬▬ ▬▬ ▬▬▬▬ ▬▬▬▬▬▬ ▬▬▬ ▬▬ ▬▬▬▬▬ ▬▬▬▬ ▬▬▬ ▬▬▬▬▬▬ ▬▬ ▬▬▬▬▬ ▬▬▬▬ ▬▬▬ ▬▬▬▬ ▬▬ ▬▬▬▬▬ ▬▬▬ ▬▬▬▬▬▬ ▬▬ ▬▬▬▬ ▬▬▬ ▬▬▬▬▬ ▬▬ ▬▬▬▬▬▬ ▬▬▬ ▬▬▬▬ ▬▬▬▬▬ ▬▬ ▬▬▬▬ ▬▬▬▬▬▬: [748, 256, 966, 308]
- headline: Bulgarische Meldungen.: [564, 478, 696, 490]
- notice-box: Ein Leben ohne Arbeit gilt Nur. und ein Rahmen ohne Bild.: [98, 80, 298, 102]
- headline: Türkischer Bericht.: [578, 409, 682, 421]
- article-text: ▬▬▬ ▬▬▬▬ ▬▬ ▬▬▬▬▬ ▬▬▬ ▬▬▬▬▬▬ ▬▬ ▬▬▬▬ ▬▬▬ ▬▬▬▬▬ ▬▬ ▬▬▬▬▬▬ ▬▬▬ ▬▬▬▬ ▬▬▬▬▬ ▬▬ ▬▬▬▬ ▬▬▬▬▬▬ ▬▬▬ ▬▬ ▬▬▬▬▬ ▬▬▬▬ ▬▬▬ ▬▬▬▬▬▬ ▬▬ ▬▬▬▬▬ ▬▬▬▬ ▬▬▬ ▬▬▬▬ ▬▬ ▬▬▬▬▬ ▬▬▬ ▬▬▬▬▬▬ ▬▬ ▬▬▬▬ ▬▬▬ ▬▬▬▬▬ ▬▬ ▬▬▬▬▬▬ ▬▬▬ ▬▬▬▬ ▬▬▬▬▬ ▬▬ ▬▬▬▬ ▬▬▬▬▬▬: [748, 126, 966, 177]
- headline: Prozeß Hermine Körner.: [791, 434, 923, 446]
- headline: Rußlands warmes Herz für die Nationalitäten.: [116, 255, 280, 278]
- ad-tagline: Unsere arbeitsreichen Uhr-Geschäfte: [795, 808, 919, 817]
- headline: Ententeschwindel.: [358, 467, 458, 479]
- article-text: ▬▬▬ ▬▬▬▬ ▬▬ ▬▬▬▬▬ ▬▬▬ ▬▬▬▬▬▬ ▬▬ ▬▬▬▬ ▬▬▬ ▬▬▬▬▬ ▬▬ ▬▬▬▬▬▬ ▬▬▬ ▬▬▬▬ ▬▬▬▬▬ ▬▬ ▬▬▬▬ ▬▬▬▬▬▬ ▬▬▬ ▬▬ ▬▬▬▬▬ ▬▬▬▬ ▬▬▬ ▬▬▬▬▬▬ ▬▬ ▬▬▬▬▬ ▬▬▬▬ ▬▬▬ ▬▬▬▬ ▬▬ ▬▬▬▬▬ ▬▬▬ ▬▬▬▬▬▬ ▬▬ ▬▬▬▬ ▬▬▬ ▬▬▬▬▬ ▬▬ ▬▬▬▬▬▬ ▬▬▬ ▬▬▬▬ ▬▬▬▬▬ ▬▬ ▬▬▬▬ ▬▬▬▬▬▬ ▬▬▬ ▬▬ ▬▬▬▬▬ ▬▬▬▬ ▬▬▬ ▬▬▬▬▬▬ ▬▬ ▬▬▬▬▬ ▬▬▬▬ ▬▬▬ ▬▬▬▬ ▬▬ ▬▬▬▬▬ ▬▬▬ ▬▬▬▬▬▬ ▬▬ ▬▬▬▬ ▬▬▬ ▬▬▬▬▬ ▬▬ ▬▬▬▬▬▬ ▬▬▬ ▬▬▬▬ ▬▬▬▬▬ ▬▬ ▬▬▬▬ ▬▬▬▬▬▬ ▬▬▬ ▬▬ ▬▬▬▬▬ ▬▬▬▬ ▬▬▬ ▬▬▬▬▬▬ ▬▬ ▬▬▬▬▬ ▬▬▬▬ ▬▬▬ ▬▬▬▬ ▬▬ ▬▬▬▬▬ ▬▬▬ ▬▬▬▬▬▬ ▬▬ ▬▬▬▬ ▬▬▬ ▬▬▬▬▬ ▬▬ ▬▬▬▬▬▬ ▬▬▬ ▬▬▬▬ ▬▬▬▬▬ ▬▬ ▬▬▬▬ ▬▬▬▬▬▬ ▬▬▬ ▬▬ ▬▬▬▬▬ ▬▬▬▬ ▬▬▬ ▬▬▬▬▬▬ ▬▬ ▬▬▬▬▬ ▬▬▬▬ ▬▬▬ ▬▬▬▬ ▬▬ ▬▬▬▬▬ ▬▬▬ ▬▬▬▬▬▬ ▬▬ ▬▬▬▬ ▬▬▬ ▬▬▬▬▬ ▬▬ ▬▬▬▬▬▬ ▬▬▬ ▬▬▬▬ ▬▬▬▬▬ ▬▬ ▬▬▬▬ ▬▬▬▬▬▬ ▬▬▬ ▬▬ ▬▬▬▬▬ ▬▬▬▬ ▬▬▬ ▬▬▬▬▬▬ ▬▬ ▬▬▬▬▬ ▬▬▬▬ ▬▬▬ ▬▬▬▬ ▬▬ ▬▬▬▬▬ ▬▬▬ ▬▬▬▬▬▬ ▬▬ ▬▬▬▬ ▬▬▬ ▬▬▬▬▬ ▬▬ ▬▬▬▬▬▬ ▬▬▬ ▬▬▬▬ ▬▬▬▬▬ ▬▬ ▬▬▬▬ ▬▬▬▬▬▬ ▬▬▬ ▬▬ ▬▬▬▬▬ ▬▬▬▬ ▬▬▬ ▬▬▬▬▬▬ ▬▬ ▬▬▬▬▬ ▬▬▬▬ ▬▬▬ ▬▬▬▬ ▬▬ ▬▬▬▬▬ ▬▬▬ ▬▬▬▬▬▬ ▬▬ ▬▬▬▬ ▬▬▬ ▬▬▬▬▬ ▬▬ ▬▬▬▬▬▬ ▬▬▬ ▬▬▬▬ ▬▬▬▬▬ ▬▬ ▬▬▬▬ ▬▬▬▬▬▬: [305, 239, 511, 462]
- column-rule: [744, 80, 745, 1475]
- article-text: ▬▬▬ ▬▬▬▬ ▬▬ ▬▬▬▬▬ ▬▬▬ ▬▬▬▬▬▬ ▬▬ ▬▬▬▬ ▬▬▬ ▬▬▬▬▬ ▬▬ ▬▬▬▬▬▬ ▬▬▬ ▬▬▬▬ ▬▬▬▬▬ ▬▬ ▬▬▬▬ ▬▬▬▬▬▬ ▬▬▬ ▬▬ ▬▬▬▬▬ ▬▬▬▬ ▬▬▬ ▬▬▬▬▬▬ ▬▬ ▬▬▬▬▬ ▬▬▬▬ ▬▬▬ ▬▬▬▬ ▬▬ ▬▬▬▬▬ ▬▬▬ ▬▬▬▬▬▬ ▬▬ ▬▬▬▬ ▬▬▬ ▬▬▬▬▬ ▬▬ ▬▬▬▬▬▬ ▬▬▬ ▬▬▬▬ ▬▬▬▬▬ ▬▬ ▬▬▬▬ ▬▬▬▬▬▬ ▬▬▬ ▬▬ ▬▬▬▬▬ ▬▬▬▬ ▬▬▬ ▬▬▬▬▬▬ ▬▬ ▬▬▬▬▬ ▬▬▬▬ ▬▬▬ ▬▬▬▬ ▬▬ ▬▬▬▬▬ ▬▬▬ ▬▬▬▬▬▬: [520, 818, 740, 887]
- headline: Eine kriegsministerielle Anordnung: [761, 182, 953, 194]
- article-text: ▬▬▬ ▬▬▬▬ ▬▬ ▬▬▬▬▬ ▬▬▬ ▬▬▬▬▬▬ ▬▬ ▬▬▬▬ ▬▬▬ ▬▬▬▬▬ ▬▬ ▬▬▬▬▬▬ ▬▬▬ ▬▬▬▬ ▬▬▬▬▬ ▬▬ ▬▬▬▬ ▬▬▬▬▬▬ ▬▬▬ ▬▬ ▬▬▬▬▬ ▬▬▬▬ ▬▬▬ ▬▬▬▬▬▬ ▬▬ ▬▬▬▬▬ ▬▬▬▬ ▬▬▬ ▬▬▬▬ ▬▬ ▬▬▬▬▬ ▬▬▬ ▬▬▬▬▬▬ ▬▬ ▬▬▬▬ ▬▬▬ ▬▬▬▬▬ ▬▬ ▬▬▬▬▬▬ ▬▬▬ ▬▬▬▬ ▬▬▬▬▬ ▬▬ ▬▬▬▬ ▬▬▬▬▬▬ ▬▬▬ ▬▬ ▬▬▬▬▬ ▬▬▬▬ ▬▬▬ ▬▬▬▬▬▬ ▬▬ ▬▬▬▬▬ ▬▬▬▬ ▬▬▬ ▬▬▬▬ ▬▬ ▬▬▬▬▬ ▬▬▬ ▬▬▬▬▬▬ ▬▬ ▬▬▬▬ ▬▬▬ ▬▬▬▬▬ ▬▬ ▬▬▬▬▬▬ ▬▬▬ ▬▬▬▬ ▬▬▬▬▬ ▬▬ ▬▬▬▬ ▬▬▬▬▬▬ ▬▬▬ ▬▬ ▬▬▬▬▬ ▬▬▬▬ ▬▬▬ ▬▬▬▬▬▬ ▬▬ ▬▬▬▬▬ ▬▬▬▬ ▬▬▬ ▬▬▬▬ ▬▬ ▬▬▬▬▬ ▬▬▬ ▬▬▬▬▬▬ ▬▬ ▬▬▬▬ ▬▬▬ ▬▬▬▬▬ ▬▬ ▬▬▬▬▬▬ ▬▬▬ ▬▬▬▬ ▬▬▬▬▬ ▬▬ ▬▬▬▬ ▬▬▬▬▬▬ ▬▬▬ ▬▬ ▬▬▬▬▬ ▬▬▬▬ ▬▬▬ ▬▬▬▬▬▬ ▬▬ ▬▬▬▬▬ ▬▬▬▬ ▬▬▬ ▬▬▬▬ ▬▬ ▬▬▬▬▬ ▬▬▬ ▬▬▬▬▬▬ ▬▬ ▬▬▬▬ ▬▬▬ ▬▬▬▬▬ ▬▬ ▬▬▬▬▬▬ ▬▬▬ ▬▬▬▬ ▬▬▬▬▬ ▬▬ ▬▬▬▬ ▬▬▬▬▬▬ ▬▬▬ ▬▬ ▬▬▬▬▬ ▬▬▬▬ ▬▬▬ ▬▬▬▬▬▬ ▬▬ ▬▬▬▬▬ ▬▬▬▬ ▬▬▬ ▬▬▬▬ ▬▬ ▬▬▬▬▬ ▬▬▬ ▬▬▬▬▬▬ ▬▬ ▬▬▬▬ ▬▬▬ ▬▬▬▬▬ ▬▬ ▬▬▬▬▬▬ ▬▬▬ ▬▬▬▬ ▬▬▬▬▬ ▬▬ ▬▬▬▬ ▬▬▬▬▬▬ ▬▬▬ ▬▬ ▬▬▬▬▬ ▬▬▬▬ ▬▬▬ ▬▬▬▬▬▬ ▬▬ ▬▬▬▬▬ ▬▬▬▬ ▬▬▬ ▬▬▬▬ ▬▬ ▬▬▬▬▬ ▬▬▬ ▬▬▬▬▬▬: [98, 583, 298, 798]
- article-text: ▬▬▬ ▬▬▬▬ ▬▬ ▬▬▬▬▬ ▬▬▬ ▬▬▬▬▬▬ ▬▬ ▬▬▬▬ ▬▬▬ ▬▬▬▬▬ ▬▬ ▬▬▬▬▬▬ ▬▬▬ ▬▬▬▬ ▬▬▬▬▬ ▬▬ ▬▬▬▬ ▬▬▬▬▬▬ ▬▬▬ ▬▬ ▬▬▬▬▬ ▬▬▬▬ ▬▬▬ ▬▬▬▬▬▬ ▬▬ ▬▬▬▬▬ ▬▬▬▬ ▬▬▬ ▬▬▬▬ ▬▬ ▬▬▬▬▬ ▬▬▬ ▬▬▬▬▬▬ ▬▬ ▬▬▬▬ ▬▬▬ ▬▬▬▬▬ ▬▬ ▬▬▬▬▬▬ ▬▬▬ ▬▬▬▬ ▬▬▬▬▬ ▬▬ ▬▬▬▬ ▬▬▬▬▬▬ ▬▬▬ ▬▬ ▬▬▬▬▬ ▬▬▬▬ ▬▬▬ ▬▬▬▬▬▬ ▬▬ ▬▬▬▬▬ ▬▬▬▬ ▬▬▬ ▬▬▬▬ ▬▬ ▬▬▬▬▬ ▬▬▬ ▬▬▬▬▬▬ ▬▬ ▬▬▬▬ ▬▬▬ ▬▬▬▬▬ ▬▬ ▬▬▬▬▬▬ ▬▬▬ ▬▬▬▬ ▬▬▬▬▬ ▬▬ ▬▬▬▬ ▬▬▬▬▬▬: [98, 279, 298, 374]
- headline: Volkspartei in Baden.: [549, 582, 711, 598]
